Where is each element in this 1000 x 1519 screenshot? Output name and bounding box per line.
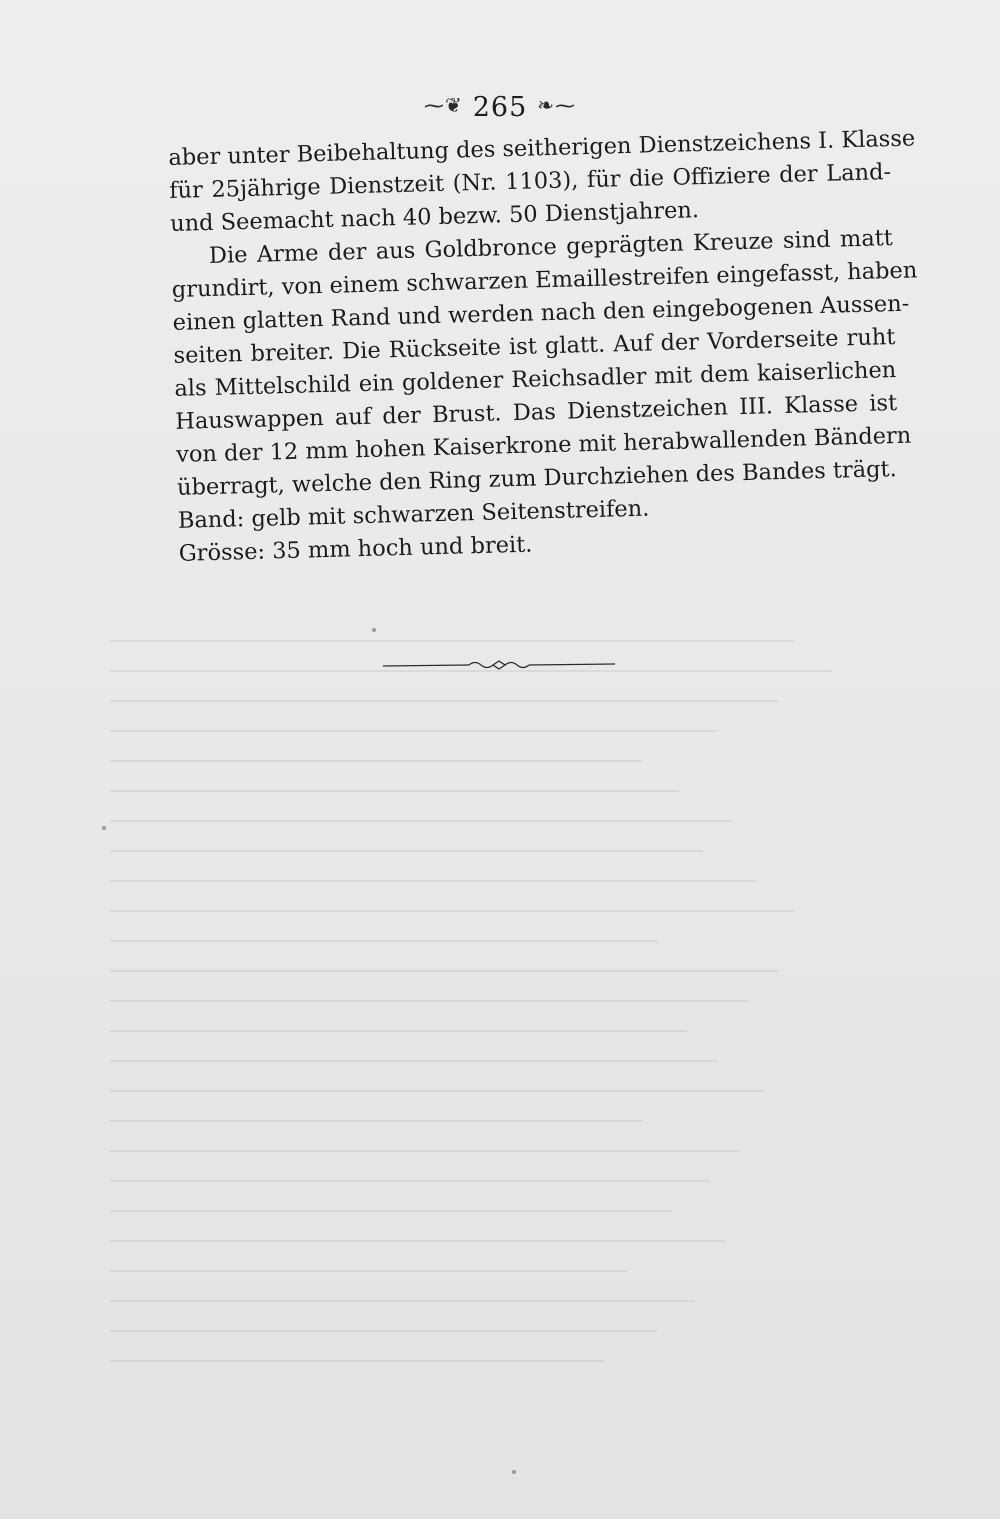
- text-line: überragt, welche den Ring zum Durchziehen des Bandes trägt.: [176, 456, 898, 501]
- text-line: grundirt, von einem schwarzen Emaillestreifen eingefasst, haben: [171, 257, 918, 303]
- right-ornament-icon: ❧⁓: [537, 93, 577, 117]
- page-header: [0, 92, 1000, 123]
- paper-speck: [512, 1470, 516, 1474]
- paper-speck: [372, 628, 376, 632]
- text-line: seiten breiter. Die Rückseite ist glatt. Auf der Vorderseite ruht: [173, 324, 896, 369]
- text-line: Band: gelb mit schwarzen Seitenstreifen.: [177, 495, 650, 534]
- text-line: einen glatten Rand und werden nach den eingebogenen Aussen-: [172, 290, 910, 336]
- body-text: [168, 123, 918, 571]
- text-line: Hauswappen auf der Brust. Das Dienstzeichen III. Klasse ist: [174, 390, 898, 435]
- text-line: aber unter Beibehaltung des seitherigen Dienstzeichens I. Klasse: [168, 125, 916, 171]
- text-line: als Mittelschild ein goldener Reichsadler mit dem kaiserlichen: [174, 357, 897, 402]
- page-number: 265: [472, 92, 528, 123]
- text-line: von der 12 mm hohen Kaiserkrone mit herabwallenden Bändern: [175, 422, 912, 468]
- text-line: und Seemacht nach 40 bezw. 50 Dienstjahren.: [169, 197, 700, 237]
- paper-speck: [102, 826, 106, 830]
- bleed-through: [110, 640, 870, 1440]
- text-line: für 25jährige Dienstzeit (Nr. 1103), für die Offiziere der Land-: [168, 159, 892, 204]
- text-line: Grösse: 35 mm hoch und breit.: [178, 531, 533, 567]
- text-line: Die Arme der aus Goldbronce geprägten Kreuze sind matt: [208, 225, 894, 269]
- section-divider-icon: [383, 658, 615, 674]
- left-ornament-icon: ⁓❦: [423, 93, 463, 117]
